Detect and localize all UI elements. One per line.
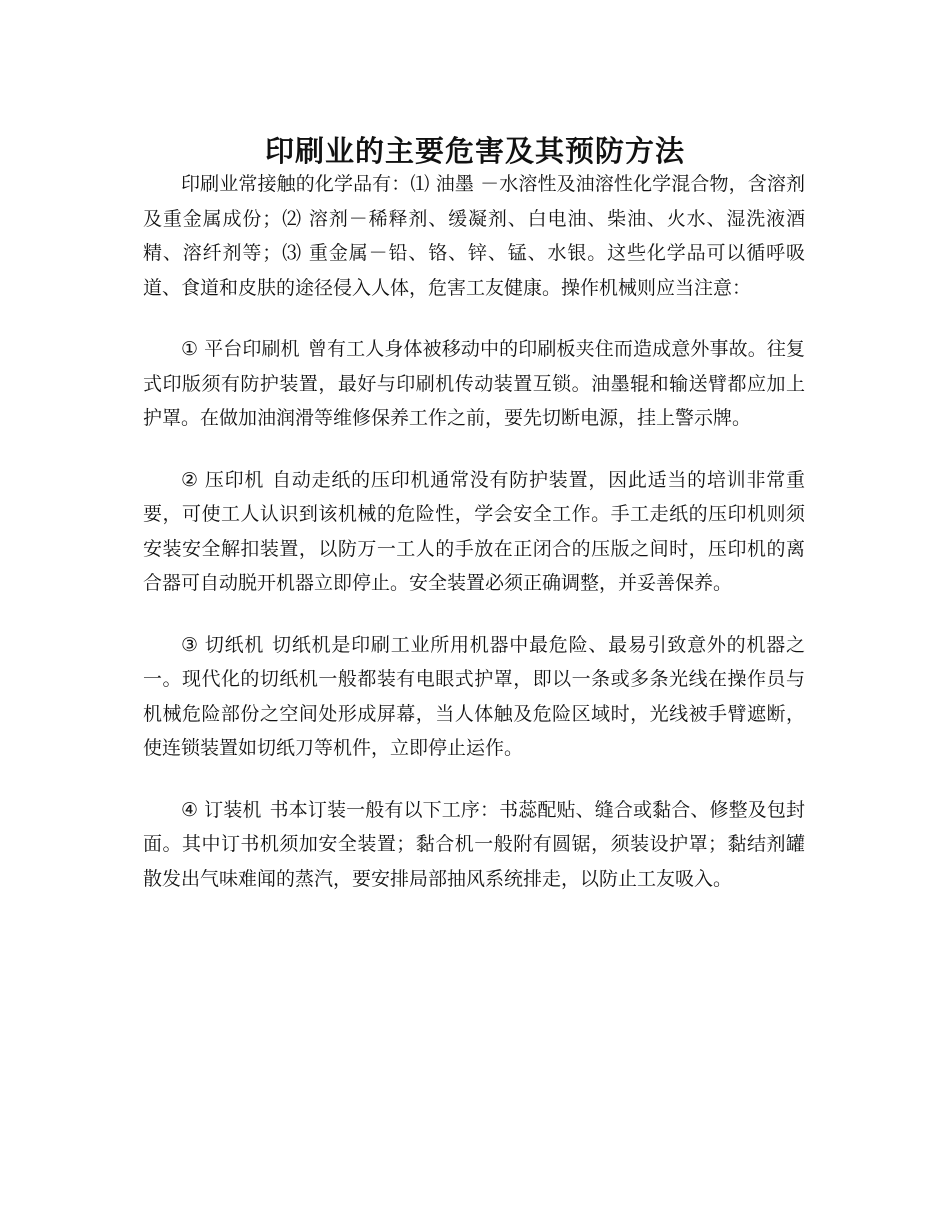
item-paragraph-2 <box>143 463 805 601</box>
item-marker: ④ <box>181 798 199 821</box>
item-paragraph-1 <box>143 332 805 436</box>
document-title: 印刷业的主要危害及其预防方法 <box>264 134 685 169</box>
item-paragraph-4 <box>143 793 805 897</box>
item-paragraph-3 <box>143 628 805 766</box>
item-heading: 压印机 <box>204 468 265 491</box>
document-body <box>143 167 805 923</box>
item-text: 切纸机是印刷工业所用机器中最危险、最易引致意外的机器之一。现代化的切纸机一般都装有电眼式护罩，即以一条或多条光线在操作员与机械危险部份之空间处形成屏幕，当人体触及危险区域时，光线被手臂遮断，使连锁装置如切纸刀等机件，立即停止运作。 <box>143 633 805 759</box>
intro-paragraph: 印刷业常接触的化学品有：⑴ 油墨 －水溶性及油溶性化学混合物，含溶剂及重金属成份；⑵ 溶剂－稀释剂、缓凝剂、白电油、柴油、火水、湿洗液酒精、溶纤剂等；⑶ 重金属－铅、铬、锌、锰、水银。这些化学品可以循呼吸道、食道和皮肤的途径侵入人体，危害工友健康。操作机械则应当注意： <box>143 173 805 299</box>
item-heading: 平台印刷机 <box>204 338 300 360</box>
item-marker: ① <box>181 338 199 360</box>
item-marker: ② <box>181 468 199 491</box>
item-text: 自动走纸的压印机通常没有防护装置，因此适当的培训非常重要，可使工人认识到该机械的危险性，学会安全工作。手工走纸的压印机则须安装安全解扣装置，以防万一工人的手放在正闭合的压版之间时，压印机的离合器可自动脱开机器立即停止。安全装置必须正确调整，并妥善保养。 <box>143 468 805 594</box>
item-heading: 订装机 <box>204 798 262 821</box>
item-text: 书本订装一般有以下工序：书蕊配贴、缝合或黏合、修整及包封面。其中订书机须加安全装置；黏合机一般附有圆锯，须装设护罩；黏结剂罐散发出气味难闻的蒸汽，要安排局部抽风系统排走，以防止工友吸入。 <box>143 798 805 890</box>
item-marker: ③ <box>181 633 199 656</box>
item-text: 曾有工人身体被移动中的印刷板夹住而造成意外事故。往复式印版须有防护装置，最好与印刷机传动装置互锁。油墨辊和输送臂都应加上护罩。在做加油润滑等维修保养工作之前，要先切断电源，挂上警示牌。 <box>143 338 805 429</box>
item-heading: 切纸机 <box>204 633 265 656</box>
